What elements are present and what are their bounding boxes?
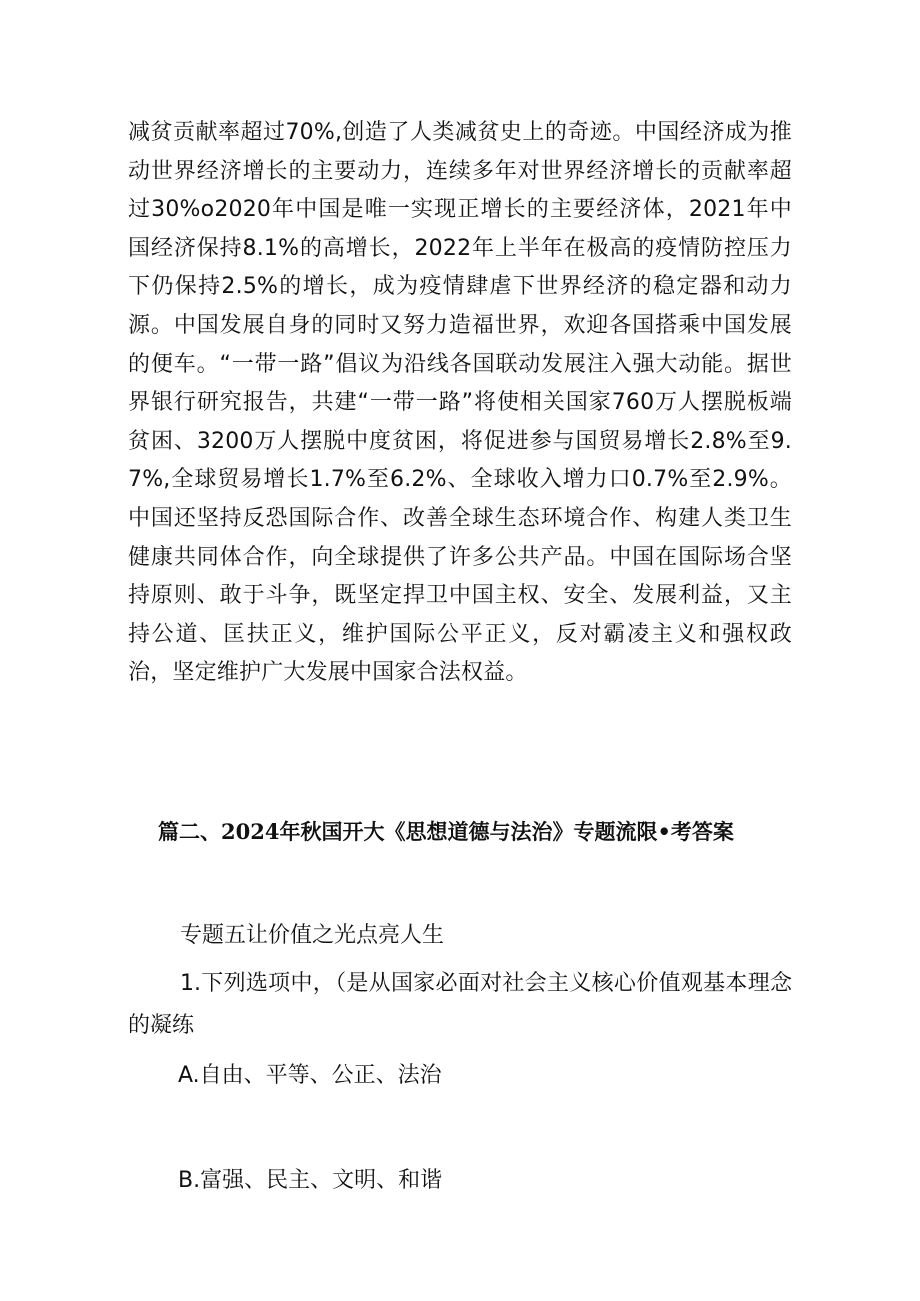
- question-1: 1.下列选项中，（是从国家必面对社会主义核心价值观基本理念的凝练: [128, 971, 792, 1038]
- body-paragraph: 减贫贡献率超过70%,创造了人类减贫史上的奇迹。中国经济成为推动世界经济增长的主要动力，连续多年对世界经济增长的贡献率超过30%o2020年中国是唯一实现正增长的主要经济体，2021年中国经济保持8.1%的高增长，2022年上半年在极高的疫情防控压力下仍保持2.5%的增长，成为疫情肆虐下世界经济的稳定器和动力源。中国发展自身的同时又努力造福世界，欢迎各国搭乘中国发展的便车。“一带一路”倡议为沿线各国联动发展注入强大动能。据世界银行研究报告，共建“一带一路”将使相关国家760万人摆脱板端贫困、3200万人摆脱中度贫困，将促进参与国贸易增长2.8%至9.7%,全球贸易增长1.7%至6.2%、全球收入增力口0.7%至2.9%。中国还坚持反恐国际合作、改善全球生态环境合作、构建人类卫生健康共同体合作，向全球提供了许多公共产品。中国在国际场合坚持原则、敢于斗争，既坚定捍卫中国主权、安全、发展利益，又主持公道、匡扶正义，维护国际公平正义，反对霸凌主义和强权政治，坚定维护广大发展中国家合法权益。: [128, 120, 792, 686]
- option-b: B.富强、民主、文明、和谐: [178, 1168, 443, 1193]
- option-a: A.自由、平等、公正、法治: [178, 1063, 442, 1088]
- section-title: 篇二、2024年秋国开大《思想道德与法治》专题流限•考答案: [158, 819, 734, 844]
- topic-title: 专题五让价值之光点亮人生: [180, 923, 445, 948]
